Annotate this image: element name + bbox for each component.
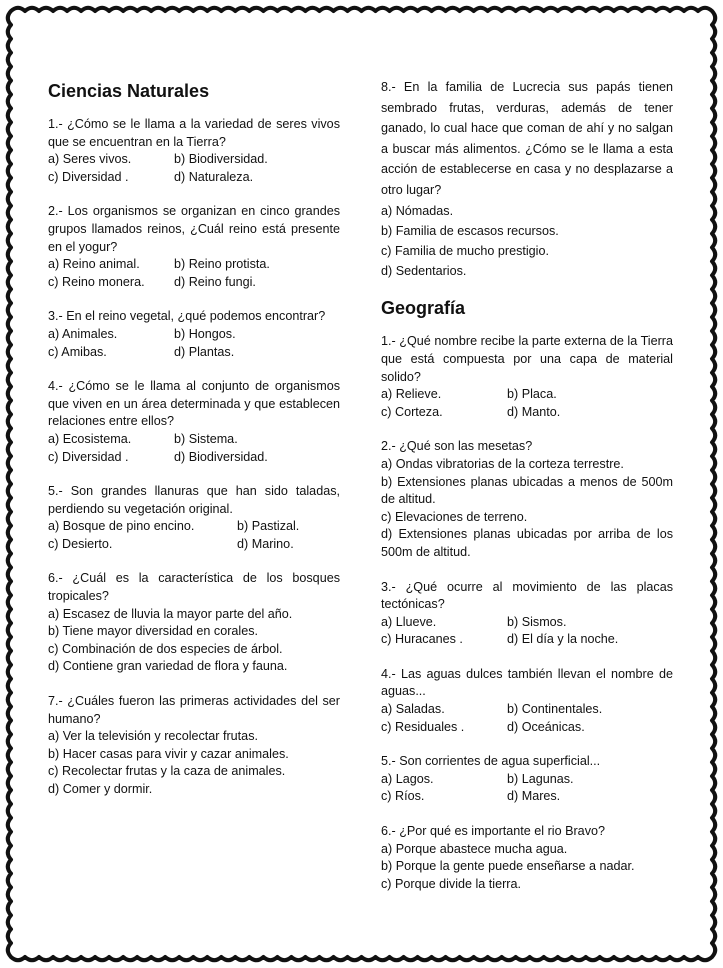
question-text: 4.- ¿Cómo se le llama al conjunto de organismos que viven en un área determinada y que establecen relaciones entre ellos? (48, 379, 340, 429)
option-a: a) Ver la televisión y recolectar frutas. (48, 729, 258, 744)
option-b: b) Continentales. (507, 702, 603, 717)
option-b: b) Placa. (507, 387, 557, 402)
option-d: d) Extensiones planas ubicadas por arriba de los 500m de altitud. (381, 527, 673, 559)
option-a: a) Animales. (48, 326, 118, 341)
question-text: 1.- ¿Qué nombre recibe la parte externa de la Tierra que está compuesta por una capa de material solido? (381, 334, 673, 384)
question-text: 3.- En el reino vegetal, ¿qué podemos encontrar? (48, 309, 326, 324)
question-geo-2 (381, 438, 673, 561)
question-text: 5.- Son corrientes de agua superficial... (381, 754, 601, 769)
option-c: c) Desierto. (48, 536, 113, 551)
question-text: 3.- ¿Qué ocurre al movimiento de las placas tectónicas? (381, 579, 673, 612)
option-a: a) Porque abastece mucha agua. (381, 841, 568, 856)
question-text: 7.- ¿Cuáles fueron las primeras actividades del ser humano? (48, 694, 340, 726)
option-d: d) Naturaleza. (174, 169, 254, 184)
option-d: d) Manto. (507, 404, 561, 419)
option-d: d) El día y la noche. (507, 632, 619, 647)
question-text: 6.- ¿Cuál es la característica de los bosques tropicales? (48, 571, 340, 604)
option-d: d) Oceánicas. (507, 719, 585, 734)
option-c: c) Residuales . (381, 719, 465, 734)
question-geo-1 (381, 333, 673, 421)
question-geo-6 (381, 823, 673, 893)
option-b: b) Porque la gente puede enseñarse a nadar. (381, 859, 635, 874)
option-b: b) Pastizal. (237, 519, 300, 534)
option-d: d) Reino fungi. (174, 274, 256, 289)
question-text: 8.- En la familia de Lucrecia sus papás tienen sembrado frutas, verduras, además de tener ganado, lo cual hace que coman de ahí y no salgan a buscar más alimentos. ¿Cómo se le llama a esta acción de establecerse en casa y no desplazarse a otro lugar? (381, 80, 673, 197)
question-geo-3 (381, 579, 673, 649)
option-c: c) Diversidad . (48, 169, 129, 184)
option-b: b) Tiene mayor diversidad en corales. (48, 624, 258, 639)
option-a: a) Saladas. (381, 702, 445, 717)
question-cn-3 (48, 308, 340, 361)
question-cn-7 (48, 693, 340, 799)
section-title-geografia: Geografía (381, 298, 466, 319)
section-title-ciencias-naturales: Ciencias Naturales (48, 81, 210, 101)
option-a: a) Seres vivos. (48, 152, 132, 167)
option-a: a) Ecosistema. (48, 431, 132, 446)
option-a: a) Bosque de pino encino. (48, 519, 195, 534)
option-a: a) Escasez de lluvia la mayor parte del año. (48, 606, 293, 621)
question-text: 2.- Los organismos se organizan en cinco grandes grupos llamados reinos, ¿Cuál reino está presente en el yogur? (48, 204, 340, 254)
right-column (381, 77, 673, 910)
option-b: b) Familia de escasos recursos. (381, 223, 559, 238)
option-c: c) Amibas. (48, 344, 107, 359)
option-a: a) Ondas vibratorias de la corteza terrestre. (381, 456, 624, 471)
option-c: c) Diversidad . (48, 449, 129, 464)
option-b: b) Reino protista. (174, 257, 270, 272)
question-text: 1.- ¿Cómo se le llama a la variedad de seres vivos que se encuentran en la Tierra? (48, 117, 340, 149)
option-d: d) Comer y dormir. (48, 782, 153, 796)
option-d: d) Marino. (237, 536, 294, 551)
left-column (48, 80, 340, 816)
question-cn-8 (381, 77, 673, 280)
option-c: c) Corteza. (381, 404, 443, 419)
question-text: 4.- Las aguas dulces también llevan el nombre de aguas... (381, 666, 673, 699)
option-d: d) Biodiversidad. (174, 449, 268, 464)
question-text: 2.- ¿Qué son las mesetas? (381, 439, 533, 454)
option-a: a) Lagos. (381, 771, 434, 786)
option-b: b) Hacer casas para vivir y cazar animales. (48, 746, 289, 761)
option-c: c) Porque divide la tierra. (381, 876, 521, 891)
question-geo-4 (381, 666, 673, 736)
question-text: 5.- Son grandes llanuras que han sido taladas, perdiendo su vegetación original. (48, 484, 340, 516)
option-c: c) Combinación de dos especies de árbol. (48, 641, 283, 656)
option-b: b) Extensiones planas ubicadas a menos de 500m de altitud. (381, 474, 673, 507)
option-c: c) Huracanes . (381, 632, 463, 647)
option-b: b) Hongos. (174, 326, 236, 341)
option-c: c) Ríos. (381, 789, 425, 804)
question-text: 6.- ¿Por qué es importante el rio Bravo? (381, 824, 605, 839)
question-cn-6 (48, 570, 340, 676)
question-cn-5 (48, 483, 340, 553)
option-d: d) Contiene gran variedad de flora y fauna. (48, 659, 288, 674)
option-d: d) Mares. (507, 789, 561, 804)
option-a: a) Relieve. (381, 387, 442, 402)
question-geo-5 (381, 753, 673, 806)
option-c: c) Familia de mucho prestigio. (381, 243, 549, 258)
option-c: c) Recolectar frutas y la caza de animales. (48, 764, 286, 779)
question-cn-2 (48, 203, 340, 291)
option-c: c) Reino monera. (48, 274, 145, 289)
option-a: a) Nómadas. (381, 203, 454, 218)
option-b: b) Lagunas. (507, 771, 574, 786)
option-c: c) Elevaciones de terreno. (381, 509, 528, 524)
question-cn-1 (48, 116, 340, 186)
option-a: a) Reino animal. (48, 257, 140, 272)
option-b: b) Sistema. (174, 431, 238, 446)
option-b: b) Sismos. (507, 614, 567, 629)
option-d: d) Sedentarios. (381, 263, 467, 278)
option-a: a) Llueve. (381, 614, 437, 629)
question-cn-4 (48, 378, 340, 466)
option-b: b) Biodiversidad. (174, 152, 268, 167)
option-d: d) Plantas. (174, 344, 235, 359)
